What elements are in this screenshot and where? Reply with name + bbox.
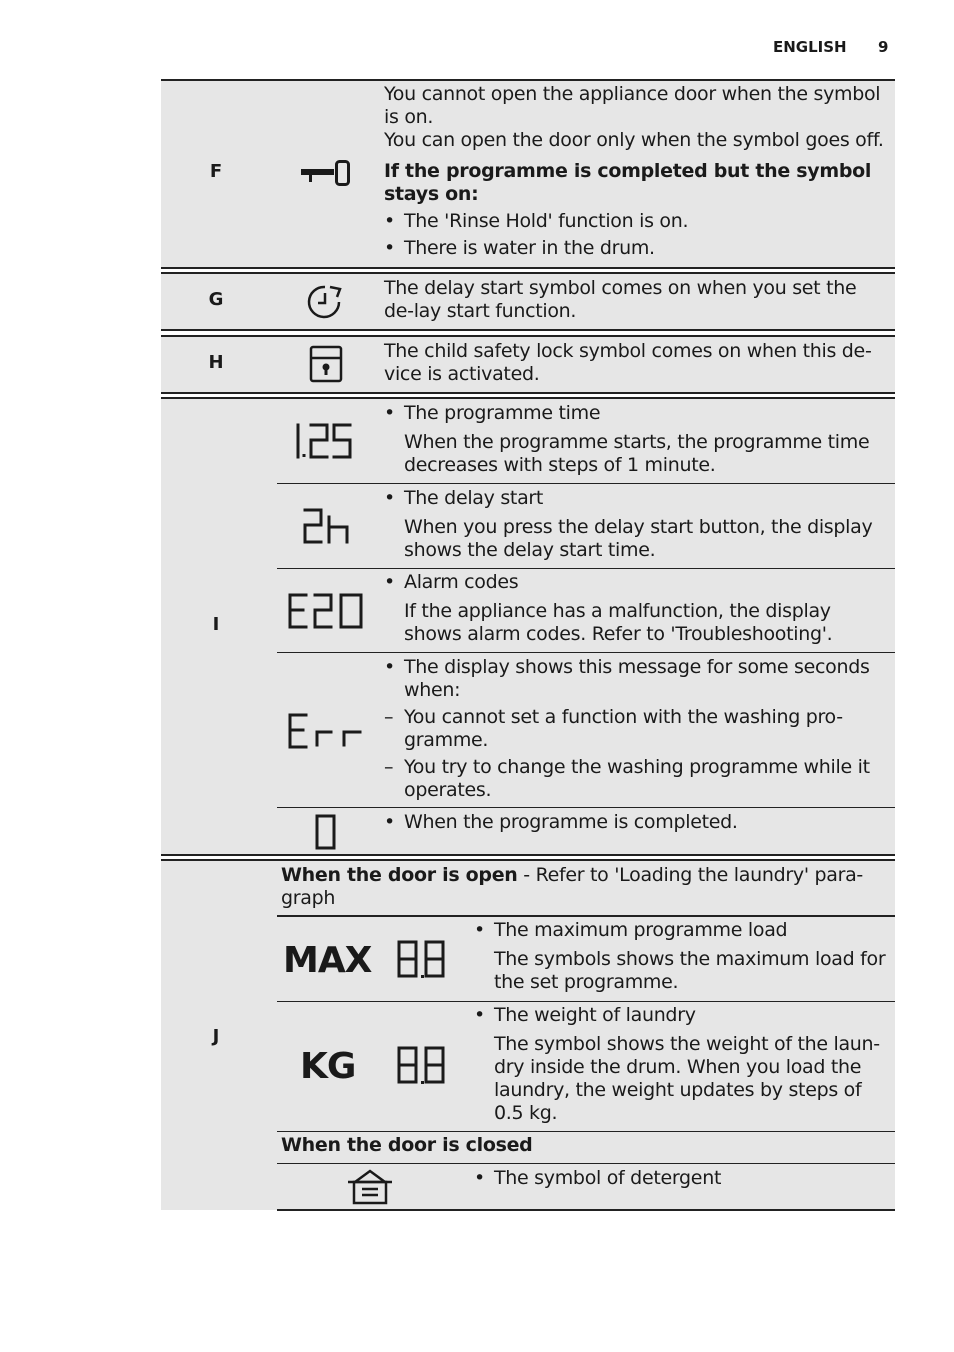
laundry-weight-display-icon (396, 1045, 446, 1089)
divider (161, 329, 895, 331)
list-item: – You try to change the washing programme while it operates. (384, 756, 884, 802)
door-open-reference: - Refer to 'Loading the laundry' para-graph (281, 864, 863, 909)
divider (277, 1131, 895, 1132)
divider (277, 807, 895, 808)
divider (277, 1209, 895, 1211)
delay-start-icon (306, 283, 344, 325)
description: When the programme starts, the programme time decreases with steps of 1 minute. (404, 431, 870, 476)
list-item: • The display shows this message for some seconds when: (384, 656, 884, 702)
item-text (384, 402, 884, 477)
row-j (161, 861, 895, 1210)
detergent-icon (346, 1168, 394, 1210)
description: The child safety lock symbol comes on when this de-vice is activated. (384, 340, 872, 385)
list-item: • The weight of laundry (474, 1004, 889, 1027)
item-text (384, 656, 884, 802)
divider (161, 267, 895, 269)
max-label: MAX (283, 940, 372, 981)
programme-completed-display-icon (314, 813, 338, 855)
list-item: • The delay start (384, 487, 884, 510)
delay-start-display-icon (302, 507, 352, 549)
kg-text (474, 1004, 889, 1125)
list-item: • The symbol of detergent (474, 1167, 889, 1190)
divider (277, 568, 895, 569)
door-closed-heading: When the door is closed (281, 1134, 533, 1156)
item-text (384, 487, 884, 562)
row-letter: J (212, 1026, 220, 1047)
door-lock-icon (300, 159, 352, 191)
page-number: 9 (878, 38, 889, 56)
max-text (474, 919, 889, 994)
row-letter: G (208, 289, 224, 310)
error-display-icon (287, 712, 367, 754)
row-g (161, 274, 895, 329)
description: You cannot open the appliance door when the symbol is on. (384, 83, 881, 128)
alarm-code-display-icon (287, 592, 367, 634)
warning-heading: If the programme is completed but the symbol stays on: (384, 160, 872, 205)
description: You can open the door only when the symbol goes off. (384, 129, 884, 151)
divider (277, 1001, 895, 1002)
row-letter: F (209, 161, 223, 182)
description: The symbols shows the maximum load for the set programme. (494, 948, 886, 993)
description: The delay start symbol comes on when you set the de-lay start function. (384, 277, 857, 322)
detergent-text (474, 1167, 889, 1190)
max-load-display-icon (396, 939, 446, 983)
list-item: • There is water in the drum. (384, 237, 889, 260)
list-item: • The programme time (384, 402, 884, 425)
divider (277, 1163, 895, 1164)
list-item: • The 'Rinse Hold' function is on. (384, 210, 889, 233)
row-f-text (384, 83, 889, 260)
row-letter: H (208, 352, 224, 373)
door-open-note (281, 864, 871, 910)
child-lock-icon (309, 345, 343, 387)
description: If the appliance has a malfunction, the display shows alarm codes. Refer to 'Troubleshooting'. (404, 600, 833, 645)
list-item: – You cannot set a function with the washing pro-gramme. (384, 706, 884, 752)
programme-time-display-icon (294, 422, 358, 464)
list-item: • The maximum programme load (474, 919, 889, 942)
description: The symbol shows the weight of the laun-dry inside the drum. When you load the laundry, the weight updates by steps of 0.5 kg. (494, 1033, 880, 1124)
list-item: • Alarm codes (384, 571, 889, 594)
section-language: ENGLISH (773, 38, 847, 56)
item-text (384, 811, 884, 834)
description: When you press the delay start button, the display shows the delay start time. (404, 516, 873, 561)
door-open-heading: When the door is open (281, 864, 518, 886)
divider (277, 483, 895, 484)
divider (277, 915, 895, 917)
row-letter: I (212, 614, 220, 635)
list-item: • When the programme is completed. (384, 811, 884, 834)
row-h (161, 337, 895, 392)
kg-label: KG (300, 1046, 356, 1087)
item-text (384, 571, 889, 646)
row-i (161, 399, 895, 854)
divider (277, 652, 895, 653)
divider (161, 392, 895, 394)
row-f (161, 81, 895, 267)
divider (161, 854, 895, 856)
